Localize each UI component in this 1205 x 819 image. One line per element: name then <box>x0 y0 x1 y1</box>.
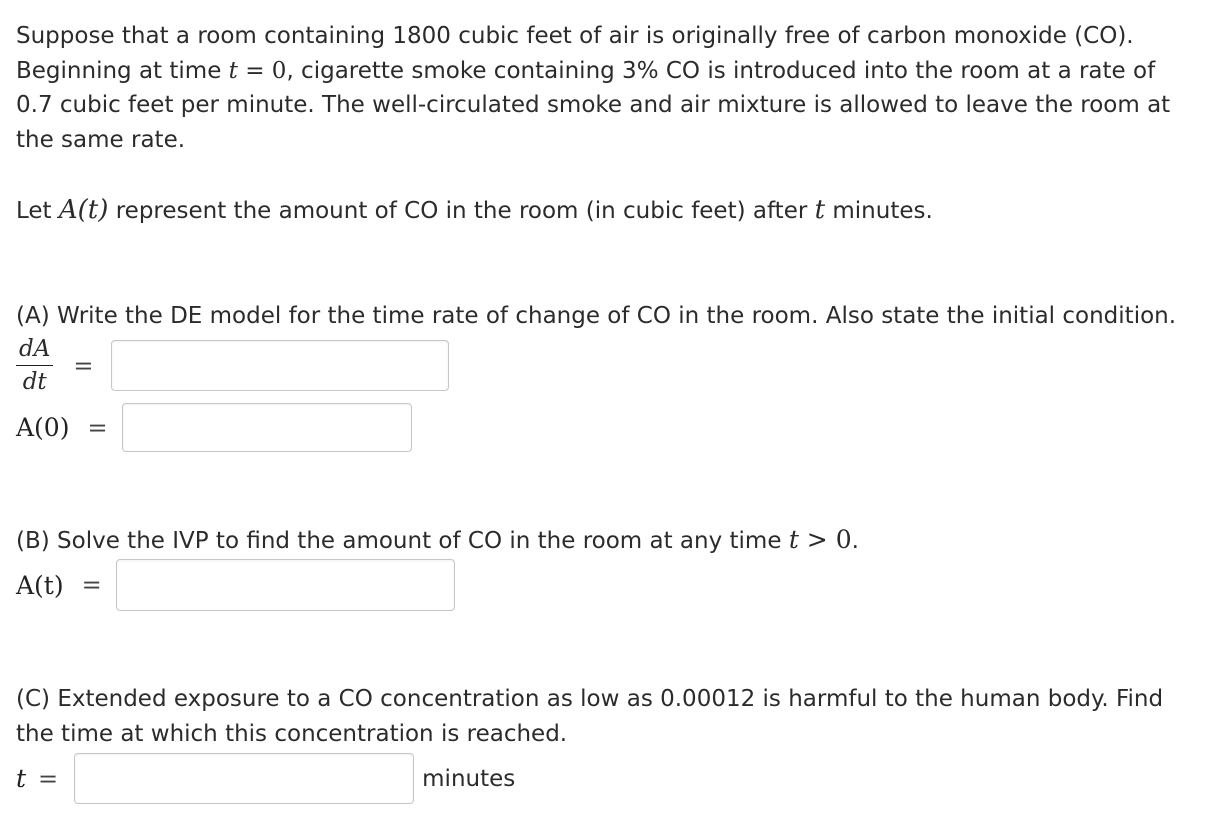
solution-input[interactable] <box>116 559 455 611</box>
time-variable: t <box>814 195 826 225</box>
de-row <box>16 336 449 395</box>
equals-sign: = <box>81 571 102 599</box>
intro-line-3: 0.7 cubic feet per minute. The well-circulated smoke and air mixture is allowed to leave the room at <box>16 92 1171 118</box>
definition-let: Let <box>16 198 59 224</box>
time-input[interactable] <box>74 753 414 804</box>
time-variable: t <box>788 525 799 554</box>
intro-line-2 <box>16 54 1186 89</box>
part-c-line-1: (C) Extended exposure to a CO concentration as low as 0.00012 is harmful to the human body. Find <box>16 686 1164 712</box>
intro-line-4: the same rate. <box>16 126 186 153</box>
time-answer-row <box>16 753 515 804</box>
definition-end: minutes. <box>825 198 933 224</box>
amount-function: A(t) <box>58 195 109 225</box>
intro-line-2-start: Beginning at time <box>16 57 229 84</box>
definition-line <box>16 193 1186 229</box>
solution-row <box>16 559 455 611</box>
derivative-denominator: dt <box>22 369 47 395</box>
part-c-prompt <box>16 682 1186 751</box>
equals-sign: = <box>87 413 108 442</box>
equals-sign: = <box>38 764 59 793</box>
initial-condition-label: A(0) <box>16 413 70 442</box>
time-condition: > 0 <box>798 525 852 554</box>
part-b-prompt-text: (B) Solve the IVP to find the amount of CO in the room at any time <box>16 528 789 554</box>
initial-condition-row <box>16 403 412 452</box>
part-b-prompt-end: . <box>851 528 859 554</box>
initial-condition-input[interactable] <box>122 403 412 452</box>
time-unit: minutes <box>422 765 516 792</box>
equals-sign: = <box>73 351 94 380</box>
solution-label: A(t) <box>16 570 64 600</box>
part-b-prompt <box>16 523 1186 559</box>
time-zero: = 0 <box>237 57 287 84</box>
part-a-prompt: (A) Write the DE model for the time rate of change of CO in the room. Also state the initial condition. <box>16 303 1177 329</box>
part-c-line-2: the time at which this concentration is reached. <box>16 720 568 747</box>
derivative-numerator: dA <box>16 336 53 366</box>
derivative-fraction <box>16 336 53 395</box>
intro-line-2-end: , cigarette smoke containing 3% CO is introduced into the room at a rate of <box>286 57 1156 84</box>
intro-line-1: Suppose that a room containing 1800 cubic feet of air is originally free of carbon monoxide (CO). <box>16 23 1134 49</box>
de-answer-input[interactable] <box>111 340 449 391</box>
definition-text: represent the amount of CO in the room (in cubic feet) after <box>108 198 815 224</box>
time-label: t <box>16 764 27 793</box>
time-variable: t <box>228 57 238 84</box>
problem-statement <box>16 19 1186 157</box>
